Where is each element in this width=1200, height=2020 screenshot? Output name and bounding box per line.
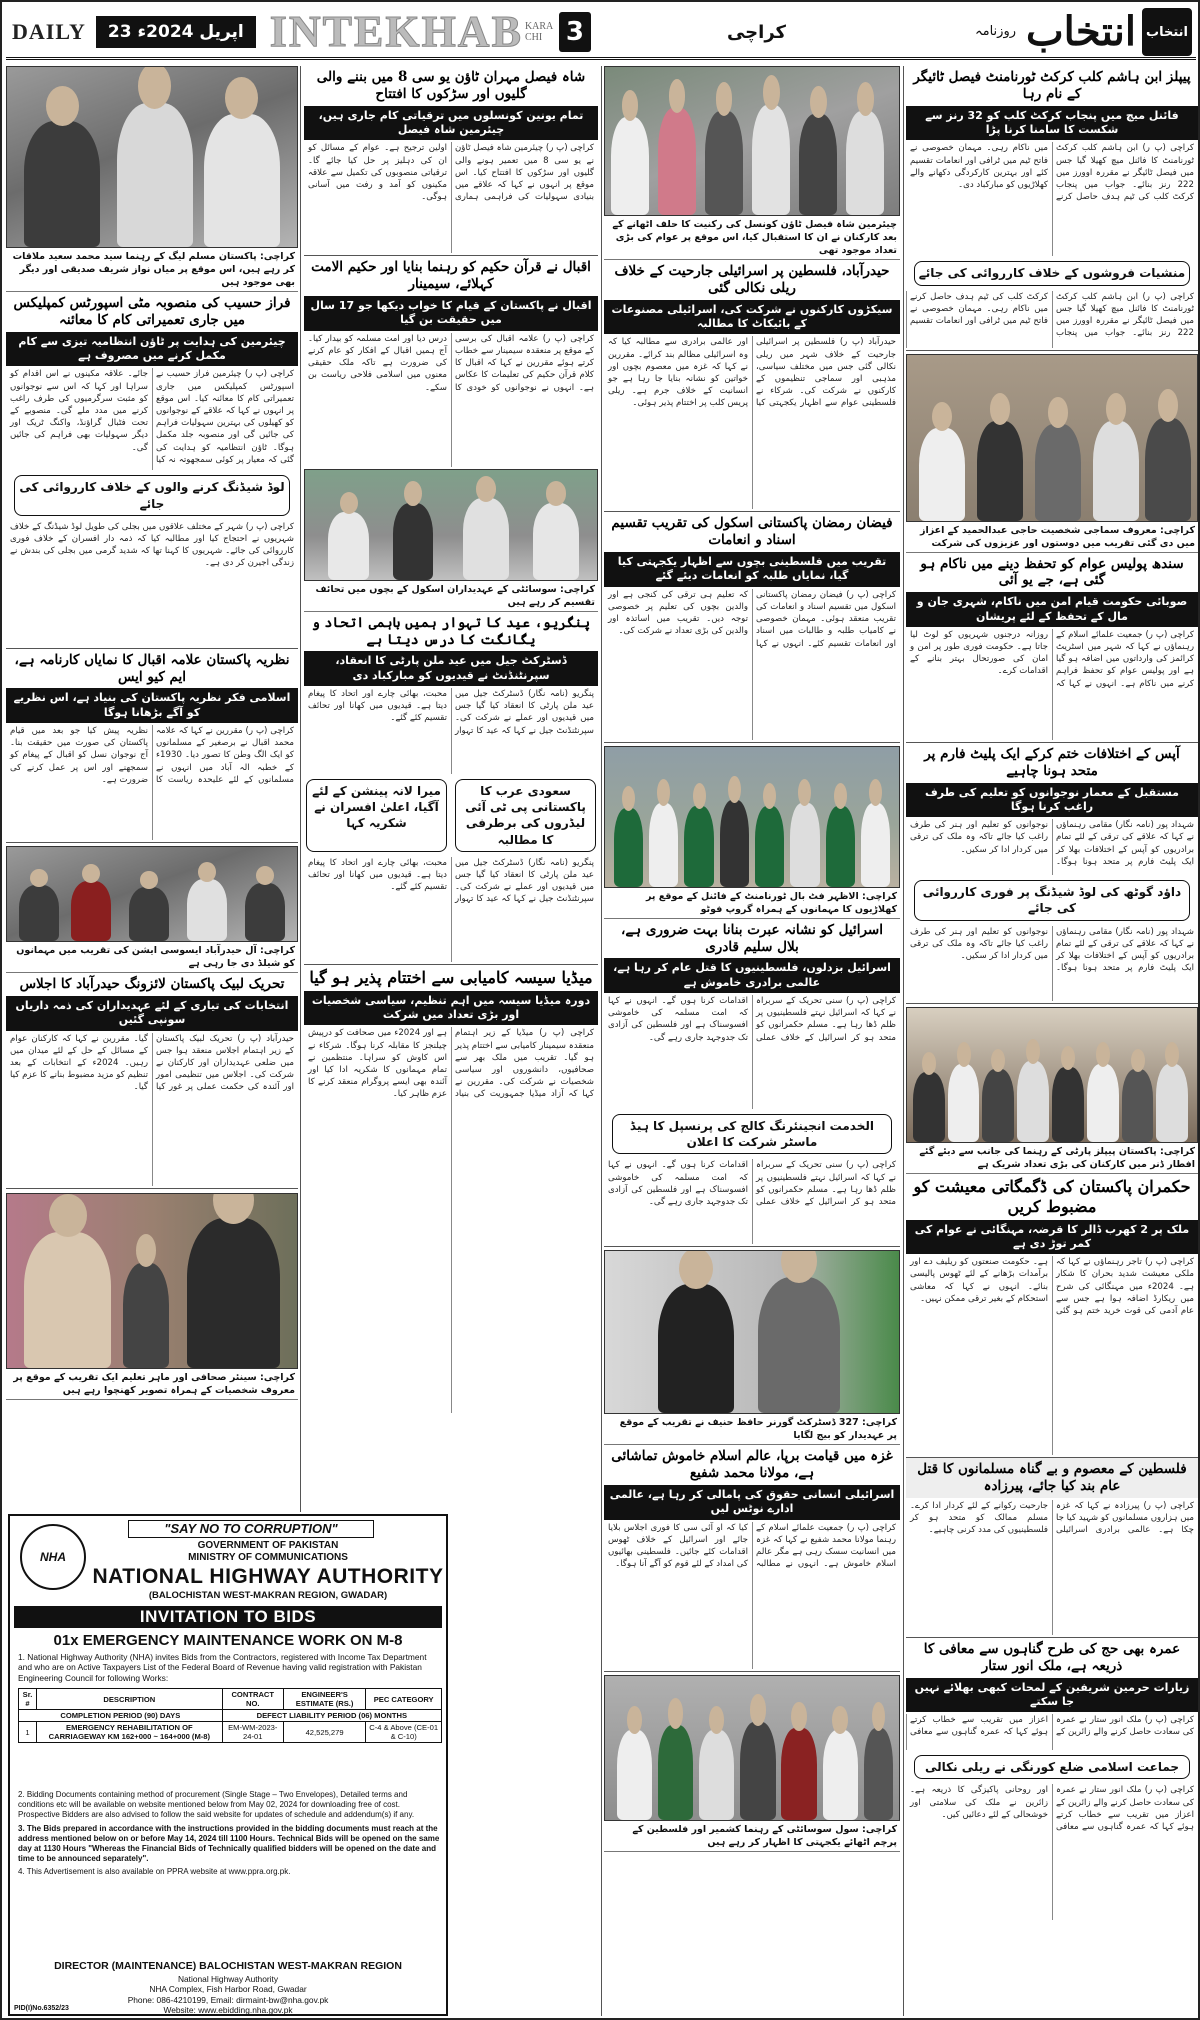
masthead — [6, 6, 1196, 60]
director-title: DIRECTOR (MAINTENANCE) BALOCHISTAN WEST-MAKRAN REGION — [54, 1960, 402, 1972]
article-body: کراچی (پ ر) سنی تحریک کے سربراہ نے کہا کہ اسرائیل نہتے فلسطینیوں پر ظلم ڈھا رہا ہے۔ مسلم حکمرانوں کو متحد ہو کر اسرائیل کے خلاف عملی اقدامات کرنا ہوں گے۔ انہوں نے کہا کہ امت مسلمہ کی خاموشی افسوسناک ہے اور فلسطین کی آزادی تک جدوجہد جاری رہے گی۔ — [604, 1157, 900, 1247]
subheadline: اسرائیل بزدلوں، فلسطینیوں کا قتل عام کر رہا ہے، عالمی برادری خاموش ہے — [604, 958, 900, 993]
work-title: 01x EMERGENCY MAINTENANCE WORK ON M-8 — [53, 1632, 403, 1649]
article-body: کراچی (پ ر) ملک انور ستار نے عمرہ کی سعادت حاصل کرنے والے زائرین کے اعزاز میں تقریب سے خطاب کرتے ہوئے کہا کہ عمرہ گناہوں سے معافی اور روحانی پاکیزگی کا ذریعہ ہے۔ زائرین نے ملک کی سلامتی اور خوشحالی کے لئے دعائیں کیں۔ — [910, 1785, 1194, 1833]
article-body: کراچی (پ ر) سنی تحریک کے سربراہ نے کہا کہ اسرائیل نہتے فلسطینیوں پر ظلم ڈھا رہا ہے۔ مسلم حکمرانوں کو متحد ہو کر اسرائیل کے خلاف عملی اقدامات کرنا ہوں گے۔ انہوں نے کہا کہ امت مسلمہ کی خاموشی افسوسناک ہے اور فلسطین کی آزادی تک جدوجہد جاری رہے گی۔ — [608, 996, 896, 1043]
subheadline: فائنل میچ میں پنجاب کرکٹ کلب کو 32 رنز سے شکست کا سامنا کرنا پڑا — [906, 106, 1198, 141]
column-rule — [903, 66, 904, 2016]
boxed-headline: جماعت اسلامی ضلع کورنگی نے ریلی نکالی — [914, 1755, 1190, 1779]
boxed-headline: لوڈ شیڈنگ کرنے والوں کے خلاف کارروائی کی جائے — [14, 475, 290, 515]
subheadline: اسرائیلی انسانی حقوق کی پامالی کر رہا ہے، عالمی ادارے نوٹس لیں — [604, 1485, 900, 1520]
ministry-name: MINISTRY OF COMMUNICATIONS — [188, 1552, 348, 1563]
subheadline: تقریب میں فلسطینی بچوں سے اظہار یکجہتی کیا گیا، نمایاں طلبہ کو انعامات دیئے گئے — [604, 552, 900, 587]
photo-caption: کراچی: الاظہر فٹ بال ٹورنامنٹ کے فائنل کے موقع پر کھلاڑیوں کا مہمانوں کے ہمراہ گروپ فوٹو — [604, 888, 900, 919]
headline: آپس کے اختلافات ختم کرکے ایک پلیٹ فارم پر متحد ہونا چاہیے — [924, 745, 1180, 779]
row-contract: EM-WM-2023-24-01 — [222, 1722, 283, 1743]
news-photo — [6, 66, 298, 248]
government-line — [90, 1540, 446, 1564]
headline: نظریہ پاکستان علامہ اقبال کا نمایاں کارنامہ ہے، ایم کیو ایس — [14, 651, 290, 685]
pid-number: PID(I)No.6352/23 — [14, 2005, 69, 2012]
article-body: پنگریو (نامہ نگار) ڈسٹرکٹ جیل میں عید ملن پارٹی کا انعقاد کیا گیا جس میں قیدیوں اور عملے نے شرکت کی۔ سپرنٹنڈنٹ جیل نے کہا کہ عید کا تہوار محبت، بھائی چارے اور اتحاد کا پیغام دیتا ہے۔ قیدیوں میں کھانا اور تحائف تقسیم کئے گئے۔ — [308, 689, 594, 736]
headline: اقبال نے قرآن حکیم کو رہنما بنایا اور حکیم الامت کہلائے، سیمینار — [311, 259, 591, 293]
nha-seal-icon: NHA — [20, 1524, 86, 1590]
article-body: کراچی (پ ر) میڈیا کے زیر اہتمام منعقدہ سیمینار کامیابی سے اختتام پذیر ہو گیا۔ تقریب میں ملک بھر سے صحافیوں، دانشوروں اور سیاسی شخصیات نے شرکت کی۔ مقررین نے کہا کہ آزاد میڈیا جمہوریت کی بنیاد ہے اور 2024ء میں صحافت کو درپیش چیلنجز کا مقابلہ کرنا ہوگا۔ شرکاء نے اس کاوش کو سراہا۔ منتظمین نے تمام مہمانوں کا شکریہ ادا کیا اور آئندہ بھی ایسے پروگرام منعقد کرنے کا عزم ظاہر کیا۔ — [308, 1028, 594, 1100]
column-1 — [6, 66, 298, 1516]
headline: حکمران پاکستان کی ڈگمگاتی معیشت کو مضبوط کریں — [913, 1176, 1191, 1216]
photo-caption: کراچی: سوسائٹی کے عہدیداران اسکول کے بچوں میں تحائف تقسیم کر رہے ہیں — [304, 581, 598, 612]
headline: فراز حسیب کی منصوبہ مٹی اسپورٹس کمپلیکس میں جاری تعمیراتی کام کا معائنہ — [13, 295, 291, 328]
bid-table — [18, 1688, 442, 1743]
city-english: KARA CHI — [524, 20, 553, 43]
completion-period: COMPLETION PERIOD (90) DAYS — [19, 1710, 223, 1722]
boxed-headline: میرا لانہ پینشن کے لئے آگیا، اعلیٰ افسران نے شکریہ کہا — [306, 779, 447, 852]
column-2 — [304, 66, 598, 1516]
headline: فیضان رمضان پاکستانی اسکول کی تقریب تقسیم اسناد و انعامات — [611, 515, 893, 549]
article-body: شہداد پور (نامہ نگار) مقامی رہنماؤں نے کہا کہ علاقے کی ترقی کے لئے تمام برادریوں کو آپس کے اختلافات بھلا کر ایک پلیٹ فارم پر متحد ہونا ہوگا۔ نوجوانوں کو تعلیم اور ہنر کی طرف راغب کیا جائے تاکہ وہ ملک کی ترقی میں کردار ادا کر سکیں۔ — [910, 820, 1194, 867]
subheadline: اسلامی فکر نظریہ پاکستان کی بنیاد ہے، اس نظریے کو آگے بڑھانا ہوگا — [6, 688, 298, 723]
article-body: کراچی (پ ر) جمعیت علمائے اسلام کے رہنماؤں نے کہا کہ شہر میں اسٹریٹ کرائمز کی وارداتوں میں اضافہ ہو گیا ہے اور پولیس عوام کو تحفظ فراہم کرنے میں ناکام ہے۔ انہوں نے کہا کہ روزانہ درجنوں شہریوں کو لوٹ لیا جاتا ہے۔ حکومت فوری طور پر امن و امان کی صورتحال بہتر بنانے کے اقدامات کرے۔ — [906, 627, 1198, 743]
addr-line-3: Phone: 086-4210199, Email: dirmaint-bw@nha.gov.pk — [127, 1994, 329, 2005]
addr-line-4: Website: www.ebidding.nha.gov.pk — [163, 2005, 293, 2016]
column-4 — [906, 66, 1198, 2016]
subheadline: صوبائی حکومت قیام امن میں ناکام، شہری جان و مال کے تحفظ کے لئے پریشان — [906, 592, 1198, 627]
photo-caption: کراچی: 327 ڈسٹرکٹ گورنر حافظ حنیف نے تقریب کے موقع پر عہدیدار کو بیج لگایا — [604, 1414, 900, 1445]
article-body: کراچی (پ ر) علامہ اقبال کی برسی کے موقع پر منعقدہ سیمینار سے خطاب کرتے ہوئے مقررین نے کہا کہ اقبال کا کلام قرآن حکیم کی تعلیمات کا عکاس ہے۔ انہوں نے نوجوانوں کو خودی کا درس دیا اور امت مسلمہ کو بیدار کیا۔ آج ہمیں اقبال کے افکار کو عام کرنے کی ضرورت ہے تاکہ ملک حقیقی معنوں میں اسلامی فلاحی ریاست بن سکے۔ — [308, 333, 594, 393]
boxed-headline: سعودی عرب کا پاکستانی پی ٹی آئی لیڈروں کی برطرفی کا مطالبہ — [455, 779, 596, 852]
news-photo — [906, 1007, 1198, 1143]
photo-caption: کراچی: آل حیدرآباد ایسوسی ایشن کی تقریب میں مہمانوں کو شیلڈ دی جا رہی ہے — [6, 942, 298, 973]
article-body: کراچی (پ ر) فیضان رمضان پاکستانی اسکول میں تقسیم اسناد و انعامات کی تقریب منعقد ہوئی۔ مہمان خصوصی نے کامیاب طلبہ و طالبات میں اسناد اور انعامات تقسیم کئے۔ انہوں نے کہا کہ تعلیم ہی ترقی کی کنجی ہے اور والدین بچوں کی تعلیم پر خصوصی توجہ دیں۔ تقریب میں اساتذہ اور والدین کی بڑی تعداد نے شرکت کی۔ — [604, 587, 900, 743]
subheadline: اقبال نے پاکستان کے قیام کا خواب دیکھا جو 17 سال میں حقیقت بن گیا — [304, 296, 598, 331]
row-pec: C-4 & Above (CE-01 & C-10) — [366, 1722, 442, 1743]
headline: پیپلز ابن ہاشم کلب کرکٹ ٹورنامنٹ فیصل ٹائیگر کے نام رہا — [913, 69, 1191, 102]
issue-date: 23 اپریل 2024ء — [96, 16, 256, 48]
page-number: 3 — [559, 12, 591, 52]
column-rule — [601, 66, 602, 2016]
article-body: کراچی (پ ر) تاجر رہنماؤں نے کہا کہ ملکی معیشت شدید بحران کا شکار ہے۔ 2024ء میں مہنگائی کی شرح میں ریکارڈ اضافہ ہوا ہے جس سے عام آدمی کی قوت خرید ختم ہو گئی ہے۔ حکومت صنعتوں کو ریلیف دے اور برآمدات بڑھانے کے لئے ٹھوس پالیسی بنائے۔ انہوں نے کہا کہ معاشی استحکام کے بغیر ترقی ممکن نہیں۔ — [906, 1254, 1198, 1458]
invitation-banner: INVITATION TO BIDS — [14, 1606, 442, 1628]
photo-caption: کراچی: پاکستان مسلم لیگ کے رہنما سید محمد سعید ملاقات کر رہے ہیں، اس موقع پر میاں نواز شریف صدیقی اور دیگر بھی موجود ہیں — [6, 248, 298, 292]
column-rule — [300, 66, 301, 1512]
headline: پنگریو، عید کا تہوار ہمیں باہمی اتحاد و یگانگت کا درس دیتا ہے — [311, 614, 591, 648]
subheadline: زیارات حرمین شریفین کے لمحات کبھی بھلائے نہیں جا سکتے — [906, 1678, 1198, 1713]
article-body: کراچی (پ ر) ابن ہاشم کلب کرکٹ ٹورنامنٹ کا فائنل میچ کھیلا گیا جس میں فیصل ٹائیگر نے مقررہ اوورز میں 222 رنز بنائے۔ جواب میں پنجاب کرکٹ کلب کی ٹیم ہدف حاصل کرنے میں ناکام رہی۔ مہمان خصوصی نے فاتح ٹیم میں ٹرافی اور انعامات تقسیم — [906, 289, 1198, 351]
article-body: کراچی (پ ر) مقررین نے کہا کہ علامہ محمد اقبال نے برصغیر کے مسلمانوں کو ایک الگ وطن کا تصور دیا۔ 1930ء کے خطبہ الہ آباد میں انہوں نے مسلمانوں کے لئے علیحدہ ریاست کا نظریہ پیش کیا جو بعد میں قیام پاکستان کی صورت میں حقیقت بنا۔ آج نوجوان نسل کو اقبال کے پیغام کو سمجھنے اور اس پر عمل کرنے کی ضرورت ہے۔ — [6, 723, 298, 843]
subheadline: ڈسٹرکٹ جیل میں عید ملن پارٹی کا انعقاد، سپرنٹنڈنٹ نے قیدیوں کو مبارکباد دی — [304, 651, 598, 686]
anti-corruption-slogan: "SAY NO TO CORRUPTION" — [128, 1520, 374, 1538]
row-description: EMERGENCY REHABILITATION OF CARRIAGEWAY KM 162+000 ~ 164+000 (M-8) — [37, 1722, 223, 1743]
headline: شاہ فیصل مہران ٹاؤن یو سی 8 میں بننے والی گلیوں اور سڑکوں کا افتتاح — [316, 69, 586, 102]
photo-caption: کراچی: پاکستان پیپلز پارٹی کے رہنما کی جانب سے دیئے گئے افطار ڈنر میں کارکنان کی بڑی تعداد شریک ہے — [906, 1143, 1198, 1174]
defect-period: DEFECT LIABILITY PERIOD (06) MONTHS — [222, 1710, 441, 1722]
subheadline: مستقبل کے معمار نوجوانوں کو تعلیم کی طرف راغب کرنا ہوگا — [906, 783, 1198, 818]
row-sr: 1 — [19, 1722, 37, 1743]
article-body: کراچی (پ ر) پیرزادہ نے کہا کہ غزہ میں ہزاروں مسلمانوں کو شہید کیا جا چکا ہے۔ عالمی برادری اسرائیلی جارحیت رکوانے کے لئے کردار ادا کرے۔ مسلم ممالک کو متحد ہو کر فلسطینیوں کی مدد کرنی چاہیے۔ — [906, 1498, 1198, 1638]
photo-caption: چیئرمین شاہ فیصل ٹاؤن کونسل کی رکنیت کا حلف اٹھانے کے بعد کارکنان نے ان کا استقبال کیا، اس موقع پر عوام کی بڑی تعداد موجود تھی — [604, 216, 900, 260]
article-body: کراچی (پ ر) ابن ہاشم کلب کرکٹ ٹورنامنٹ کا فائنل میچ کھیلا گیا جس میں فیصل ٹائیگر نے مقررہ اوورز میں 222 رنز بنائے۔ جواب میں پنجاب کرکٹ کلب کی ٹیم ہدف حاصل کرنے میں ناکام رہی۔ مہمان خصوصی نے فاتح ٹیم میں ٹرافی اور انعامات تقسیم کئے اور بہترین کارکردگی دکھانے والے کھلاڑیوں کو مبارکباد دی۔ — [910, 143, 1194, 203]
boxed-headline: منشیات فروشوں کے خلاف کارروائی کی جائے — [914, 261, 1190, 285]
contact-address — [14, 1974, 442, 2016]
article-body: کراچی (پ ر) چیئرمین شاہ فیصل ٹاؤن نے یو سی 8 میں تعمیر ہونے والی گلیوں اور سڑکوں کا افتتاح کیا۔ اس موقع پر انہوں نے کہا کہ علاقے میں بنیادی سہولیات کی فراہمی ہماری اولین ترجیح ہے۔ عوام کے مسائل کو ان کی دہلیز پر حل کیا جائے گا۔ ترقیاتی منصوبوں کی تکمیل سے علاقہ مکینوں کو آمد و رفت میں آسانی ہوگی۔ — [304, 140, 598, 256]
article-body: حیدرآباد (پ ر) تحریک لبیک پاکستان کے زیر اہتمام اجلاس منعقد ہوا جس میں ضلعی عہدیداران اور کارکنان نے شرکت کی۔ اجلاس میں تنظیمی امور اور آئندہ کی حکمت عملی پر غور کیا گیا۔ مقررین نے کہا کہ کارکنان عوام کے مسائل کے حل کے لئے میدان میں رہیں۔ 2024ء کے انتخابات کے بعد تنظیم کو مزید مضبوط بنانے کا عزم کیا گیا۔ — [6, 1031, 298, 1189]
article-body: کراچی (پ ر) چیئرمین فراز حسیب نے اسپورٹس کمپلیکس میں جاری تعمیراتی کام کا معائنہ کیا۔ اس موقع پر انہوں نے کہا کہ علاقے کے نوجوانوں کو کھیلوں کی بہترین سہولیات فراہم کی جائیں گی اور منصوبہ جلد مکمل ہوگا۔ ٹاؤن انتظامیہ کو ہدایت کی گئی کہ معیار پر کوئی سمجھوتہ نہ کیا جائے۔ علاقہ مکینوں نے اس اقدام کو سراہا اور کہا کہ اس سے نوجوانوں کو مثبت سرگرمیوں کی طرف راغب کرنے میں مدد ملے گی۔ منصوبے کے تحت فٹبال گراؤنڈ، واکنگ ٹریک اور دیگر سہولیات بھی فراہم کی جائیں گی۔ — [10, 369, 294, 465]
photo-caption: کراچی: سینئر صحافی اور ماہر تعلیم ایک تقریب کے موقع پر معروف شخصیات کے ہمراہ تصویر کھنچوا رہے ہیں — [6, 1369, 298, 1400]
subheadline: انتخابات کی تیاری کے لئے عہدیداران کی ذمہ داریاں سونپی گئیں — [6, 996, 298, 1031]
headline: حیدرآباد، فلسطین پر اسرائیلی جارحیت کے خلاف ریلی نکالی گئی — [614, 263, 890, 296]
daily-label: DAILY — [12, 18, 86, 44]
news-photo — [304, 469, 598, 581]
col-contract: CONTRACT NO. — [222, 1689, 283, 1710]
news-photo — [6, 846, 298, 942]
subheadline: چیئرمین کی ہدایت پر ٹاؤن انتظامیہ تیزی سے کام مکمل کرنے میں مصروف ہے — [6, 332, 298, 367]
article-body: حیدرآباد (پ ر) فلسطین پر اسرائیلی جارحیت کے خلاف شہر میں ریلی نکالی گئی جس میں مختلف سیاسی، مذہبی اور سماجی تنظیموں کے کارکنوں نے شرکت کی۔ شرکاء نے فلسطینی عوام سے اظہار یکجہتی کیا اور عالمی برادری سے مطالبہ کیا کہ وہ اسرائیلی مظالم بند کرائے۔ مقررین نے کہا کہ غزہ میں معصوم بچوں اور خواتین کو نشانہ بنایا جا رہا ہے جو انسانیت کے خلاف جرم ہے۔ ریلی پریس کلب پر اختتام پذیر ہوئی۔ — [604, 334, 900, 512]
news-photo — [604, 746, 900, 888]
addr-line-1: National Highway Authority — [177, 1974, 279, 1984]
news-photo — [604, 1675, 900, 1821]
article-body: پنگریو (نامہ نگار) ڈسٹرکٹ جیل میں عید ملن پارٹی کا انعقاد کیا گیا جس میں قیدیوں اور عملے نے شرکت کی۔ سپرنٹنڈنٹ جیل نے کہا کہ عید کا تہوار محبت، بھائی چارے اور اتحاد کا پیغام دیتا ہے۔ قیدیوں میں کھانا اور تحائف تقسیم کئے گئے۔ — [304, 855, 598, 965]
photo-caption: کراچی: سول سوسائٹی کے رہنما کشمیر اور فلسطین کے پرچم اٹھائے یکجہتی کا اظہار کر رہے ہیں — [604, 1821, 900, 1852]
addr-line-2: NHA Complex, Fish Harbor Road, Gwadar — [149, 1984, 307, 1995]
bid-notes — [18, 1790, 442, 1878]
row-estimate: 42,525,279 — [283, 1722, 366, 1743]
col-estimate: ENGINEER'S ESTIMATE (RS.) — [283, 1689, 366, 1710]
headline: سندھ پولیس عوام کو تحفظ دینے میں ناکام ہو گئی ہے، جے یو آئی — [920, 555, 1184, 589]
roznama-label: روزنامہ — [975, 24, 1016, 39]
subheadline: سیکڑوں کارکنوں نے شرکت کی، اسرائیلی مصنوعات کے بائیکاٹ کا مطالبہ — [604, 300, 900, 335]
headline: عمرہ بھی حج کی طرح گناہوں سے معافی کا ذریعہ ہے، ملک انور ستار — [923, 1640, 1181, 1674]
headline: اسرائیل کو نشانہ عبرت بنانا بہت ضروری ہے، بلال سلیم قادری — [621, 921, 883, 955]
headline: میڈیا سیسہ کامیابی سے اختتام پذیر ہو گیا — [309, 967, 593, 987]
photo-caption: کراچی: معروف سماجی شخصیت حاجی عبدالحمید کے اعزاز میں دی گئی تقریب میں دوستوں اور عزیزوں کی شرکت — [906, 522, 1198, 553]
gov-name: GOVERNMENT OF PAKISTAN — [197, 1540, 339, 1551]
note-3: 3. The Bids prepared in accordance with the instructions provided in the bidding documents must reach at the address mentioned below on or before May 14, 2024 till 1100 Hours. Technical Bids will be opened on the same day at 1130 Hours "Whereas the Financial Bids of Technically qualified bidders will be opened on the date and time to be announced separately". — [18, 1823, 440, 1864]
headline: تحریک لبیک پاکستان لائزونگ حیدرآباد کا اجلاس — [19, 976, 285, 993]
news-photo — [6, 1193, 298, 1369]
title-urdu: انتخاب — [1026, 8, 1136, 55]
col-description: DESCRIPTION — [37, 1689, 223, 1710]
column-3 — [604, 66, 900, 2016]
boxed-headline: داؤد گوٹھ کی لوڈ شیڈنگ پر فوری کارروائی کی جائے — [914, 880, 1190, 920]
note-4: 4. This Advertisement is also available on PPRA website at www.ppra.org.pk. — [18, 1867, 291, 1877]
title-english: INTEKHAB — [269, 7, 523, 56]
boxed-headline: الخدمت انجینئرنگ کالج کی پرنسپل کا ہیڈ ماسٹر شرکت کا اعلان — [612, 1114, 892, 1154]
article-body: شہداد پور (نامہ نگار) مقامی رہنماؤں نے کہا کہ علاقے کی ترقی کے لئے تمام برادریوں کو آپس کے اختلافات بھلا کر ایک پلیٹ فارم پر متحد ہونا ہوگا۔ نوجوانوں کو تعلیم اور ہنر کی طرف راغب کیا جائے تاکہ وہ ملک کی ترقی میں کردار ادا کر سکیں۔ — [906, 924, 1198, 1004]
city-urdu: کراچی — [726, 22, 786, 43]
article-body: کراچی (پ ر) ملک انور ستار نے عمرہ کی سعادت حاصل کرنے والے زائرین کے اعزاز میں تقریب سے خطاب کرتے ہوئے کہا کہ عمرہ گناہوں سے معافی — [910, 1715, 1194, 1738]
article-body: کراچی (پ ر) جمعیت علمائے اسلام کے رہنما مولانا محمد شفیع نے کہا کہ غزہ میں انسانیت سسک رہی ہے مگر عالم اسلام خاموش ہے۔ انہوں نے مطالبہ کیا کہ او آئی سی کا فوری اجلاس بلایا جائے اور اسرائیل کے خلاف ٹھوس اقدامات کئے جائیں۔ فلسطینی بھائیوں کی امداد کے لئے قوم کو آگے آنا ہوگا۔ — [604, 1520, 900, 1672]
newspaper-logo: انتخاب — [1142, 8, 1192, 56]
tender-advertisement — [8, 1514, 448, 2016]
subheadline: ملک پر 2 کھرب ڈالر کا قرضہ، مہنگائی نے عوام کی کمر توڑ دی ہے — [906, 1220, 1198, 1255]
subheadline: دورہ میڈیا سیسہ میں اہم تنظیم، سیاسی شخصیات اور بڑی تعداد میں شرکت — [304, 991, 598, 1026]
region-name: (BALOCHISTAN WEST-MAKRAN REGION, GWADAR) — [148, 1590, 388, 1601]
headline: فلسطین کے معصوم و بے گناہ مسلمانوں کا قتل عام بند کیا جائے، پیرزادہ — [906, 1458, 1198, 1498]
news-photo — [604, 66, 900, 216]
news-photo — [906, 354, 1198, 522]
bid-paragraph: 1. National Highway Authority (NHA) invites Bids from the Contractors, registered with Income Tax Department and who are on Active Taxpayers List of the Federal Board of Revenue having valid registration with Pakistan Engineering Council for following Works: — [18, 1652, 427, 1683]
article-body: کراچی (پ ر) شہر کے مختلف علاقوں میں بجلی کی طویل لوڈ شیڈنگ کے خلاف شہریوں نے احتجاج کیا اور مطالبہ کیا کہ ذمہ دار افسران کے خلاف فوری کارروائی کی جائے۔ شہریوں کا کہنا تھا کہ شدید گرمی میں بجلی کی بندش نے زندگی اجیرن کر دی ہے۔ — [6, 519, 298, 649]
col-sr: Sr. # — [19, 1689, 37, 1710]
authority-name: NATIONAL HIGHWAY AUTHORITY — [92, 1565, 444, 1588]
note-2: 2. Bidding Documents containing method of procurement (Single Stage – Two Envelopes), Detailed terms and conditions etc will be available on website mentioned below from May 02, 2024 for downloading free of cost. Prospective Bidders are also advised to follow the said website for updates of schedule and addendum(s) if any. — [18, 1790, 415, 1820]
headline: غزہ میں قیامت برپا، عالم اسلام خاموش تماشائی ہے، مولانا محمد شفیع — [611, 1448, 893, 1482]
news-photo — [604, 1250, 900, 1414]
col-pec: PEC CATEGORY — [366, 1689, 442, 1710]
subheadline: تمام یونین کونسلوں میں ترقیاتی کام جاری ہیں، چیئرمین شاہ فیصل — [304, 106, 598, 141]
